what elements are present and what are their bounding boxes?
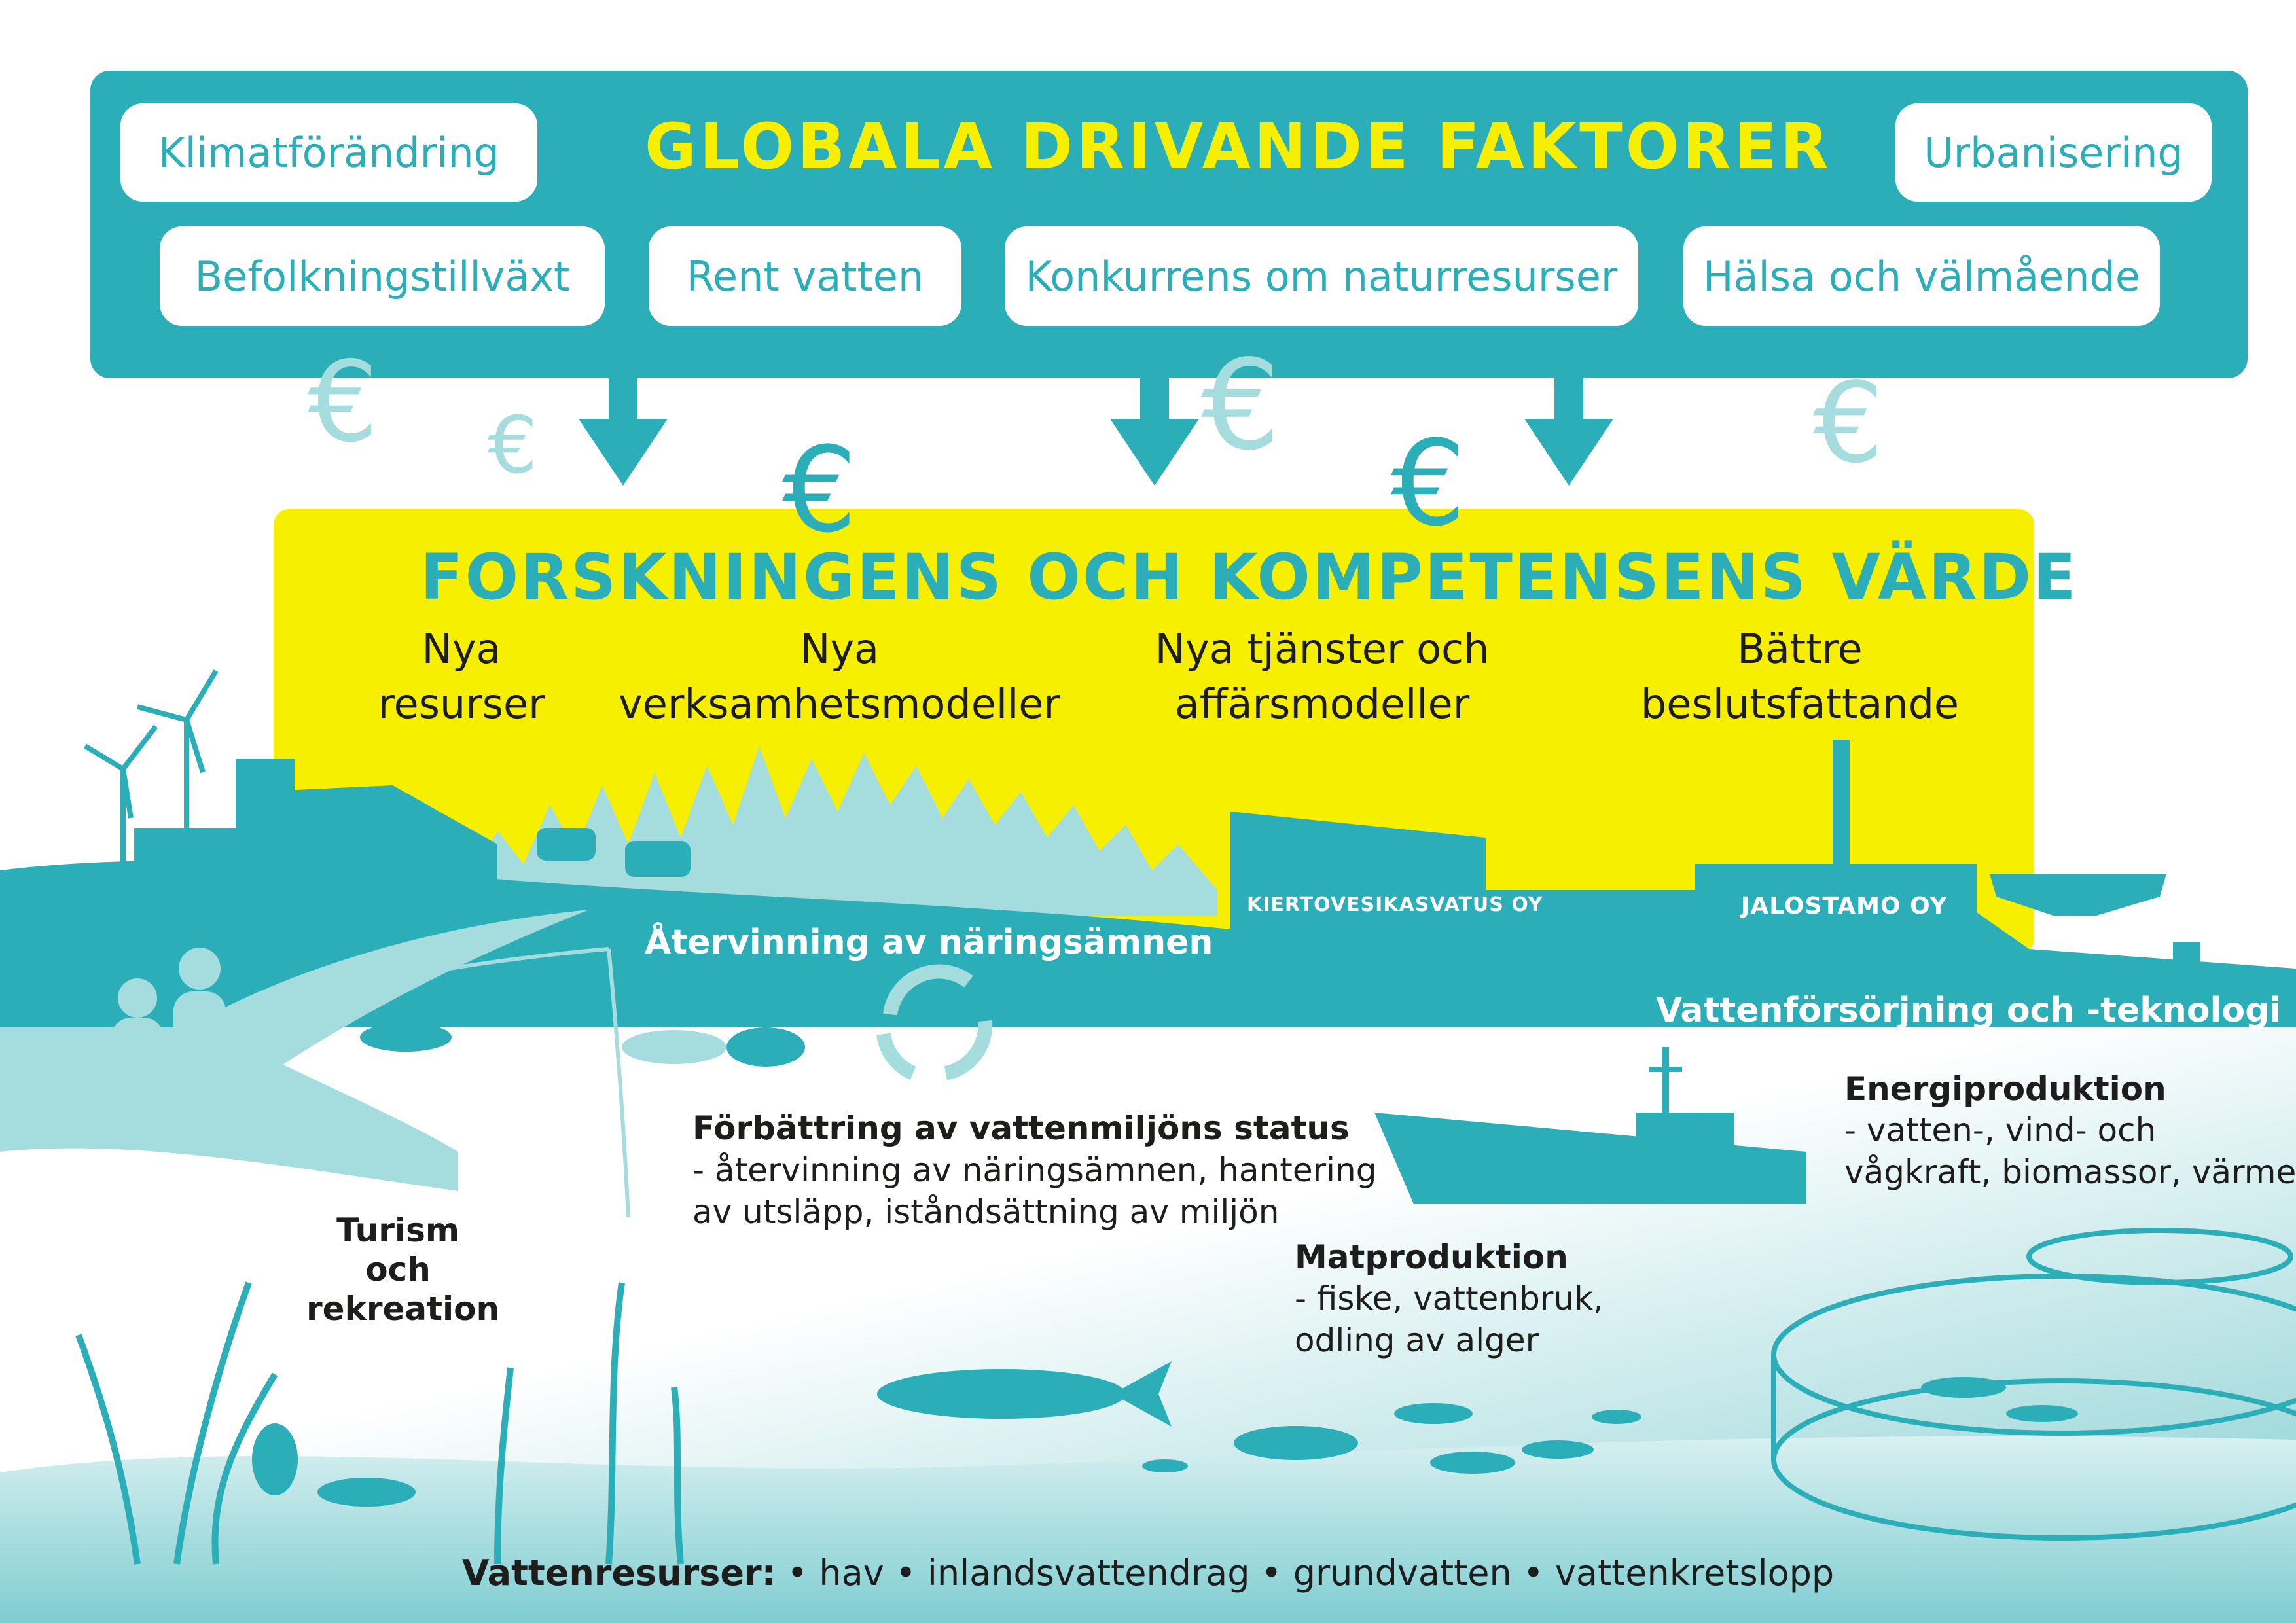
value-item-line: affärsmodeller [1174, 680, 1470, 728]
value-item-nya-resurser [327, 622, 596, 732]
euro-icon: € [1391, 416, 1466, 552]
water-status-title: Förbättring av vattenmiljöns status [692, 1109, 1350, 1147]
value-item-line: Nya [422, 625, 501, 673]
energy-body [1844, 1109, 2296, 1193]
value-item-line: Nya tjänster och [1155, 625, 1490, 673]
energy-title: Energiproduktion [1844, 1070, 2166, 1108]
euro-icon: € [308, 338, 379, 467]
driver-halsa: Hälsa och välmående [1683, 226, 2160, 326]
footer-label: Vattenresurser: [461, 1552, 776, 1594]
water-status-line: - återvinning av näringsämnen, hantering [692, 1151, 1377, 1189]
energy-line: vågkraft, biomassor, värme [1844, 1153, 2296, 1191]
value-item-verksamhetsmodeller [596, 622, 1083, 732]
euro-icon: € [782, 422, 857, 559]
footer [0, 1552, 2296, 1594]
driver-klimatforandring: Klimatförändring [120, 103, 537, 202]
value-item-line: Bättre [1737, 625, 1863, 673]
tourism-label [306, 1211, 500, 1329]
rock-1 [360, 1023, 452, 1052]
value-item-line: resurser [378, 680, 545, 728]
value-item-line: Nya [799, 625, 880, 673]
value-item-line: verksamhetsmodeller [619, 680, 1060, 728]
rock-2 [622, 1030, 726, 1064]
water-status-body [692, 1149, 1376, 1233]
driver-urbanisering: Urbanisering [1895, 103, 2212, 202]
company-kiertovesikasvatus: KIERTOVESIKASVATUS OY [1247, 893, 1543, 916]
energy-line: - vatten-, vind- och [1844, 1111, 2157, 1149]
recycling-label: Återvinning av näringsämnen [645, 923, 1213, 962]
water-supply-label: Vattenförsörjning och -teknologi [1656, 991, 2282, 1030]
euro-icon: € [488, 401, 538, 491]
water-status-line: av utsläpp, iståndsättning av miljön [692, 1193, 1280, 1231]
food-line: - fiske, vattenbruk, [1295, 1279, 1604, 1317]
driver-konkurrens: Konkurrens om naturresurser [1005, 226, 1638, 326]
tourism-line: Turism och [336, 1211, 459, 1289]
company-jalostamo: JALOSTAMO OY [1741, 893, 1948, 919]
euro-icon: € [1813, 359, 1884, 488]
value-item-beslutsfattande [1623, 622, 1977, 732]
rock-3 [726, 1027, 805, 1067]
driver-rent-vatten: Rent vatten [649, 226, 961, 326]
driver-befolkningstillvaxt: Befolkningstillväxt [160, 226, 605, 326]
euro-icon: € [1201, 333, 1280, 478]
footer-items: • hav • inlandsvattendrag • grundvatten • vattenkretslopp [787, 1552, 1835, 1594]
food-line: odling av alger [1295, 1321, 1539, 1359]
value-item-line: beslutsfattande [1640, 680, 1960, 728]
tourism-line: rekreation [306, 1290, 500, 1328]
value-box-title: FORSKNINGENS OCH KOMPETENSENS VÄRDE [420, 541, 2078, 614]
value-item-tjanster [1100, 622, 1545, 732]
food-body [1295, 1277, 1604, 1361]
food-title: Matproduktion [1295, 1238, 1568, 1276]
header-title: GLOBALA DRIVANDE FAKTORER [645, 110, 1832, 183]
